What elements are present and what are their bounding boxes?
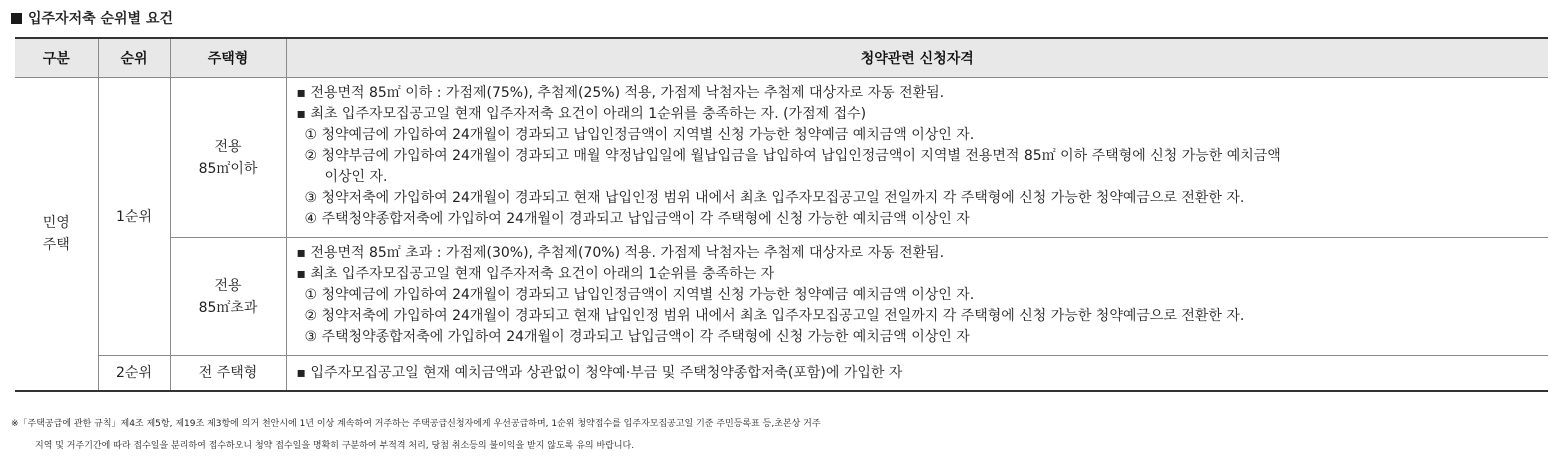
sub-item-continuation: 이상인 자. bbox=[324, 169, 388, 185]
qualification-cell bbox=[286, 238, 1548, 356]
rank2-cell: 2순위 bbox=[98, 356, 170, 392]
sub-item: ③ 주택청약종합저축에 가입하여 24개월이 경과되고 납입금액이 각 주택형에 신청 가능한 예치금액 이상인 자 bbox=[304, 329, 970, 345]
eligibility-table bbox=[15, 37, 1548, 392]
bullet-line: ▪ 입주자모집공고일 현재 예치금액과 상관없이 청약예·부금 및 주택청약종합저축(포함)에 가입한 자 bbox=[296, 364, 903, 381]
header-row bbox=[15, 38, 1548, 78]
sub-item: ① 청약예금에 가입하여 24개월이 경과되고 납입인정금액이 지역별 신청 가능한 청약예금 예치금액 이상인 자. bbox=[304, 287, 975, 303]
section-title bbox=[11, 8, 173, 28]
qualification-cell bbox=[286, 356, 1548, 392]
sub-item: ① 청약예금에 가입하여 24개월이 경과되고 납입인정금액이 지역별 신청 가능한 청약예금 예치금액 이상인 자. bbox=[304, 127, 975, 143]
bullet-line: ▪ 최초 입주자모집공고일 현재 입주자저축 요건이 아래의 1순위를 충족하는 자 bbox=[296, 266, 775, 282]
rank1-cell: 1순위 bbox=[98, 78, 170, 356]
header-qualification: 청약관련 신청자격 bbox=[286, 38, 1548, 78]
type-line: 85㎡이하 bbox=[198, 160, 258, 177]
sub-item: ② 청약저축에 가입하여 24개월이 경과되고 현재 납입인정 범위 내에서 최초 입주자모집공고일 전일까지 각 주택형에 신청 가능한 청약예금으로 전환한 자. bbox=[304, 308, 1245, 324]
header-category: 구분 bbox=[15, 38, 98, 78]
sub-item: ③ 청약저축에 가입하여 24개월이 경과되고 현재 납입인정 범위 내에서 최초 입주자모집공고일 전일까지 각 주택형에 신청 가능한 청약예금으로 전환한 자. bbox=[304, 190, 1245, 206]
bullet-line: ▪ 최초 입주자모집공고일 현재 입주자저축 요건이 아래의 1순위를 충족하는 자. (가점제 접수) bbox=[296, 106, 867, 122]
header-rank: 순위 bbox=[98, 38, 170, 78]
table-row bbox=[15, 356, 1548, 392]
sub-item: ④ 주택청약종합저축에 가입하여 24개월이 경과되고 납입금액이 각 주택형에 신청 가능한 예치금액 이상인 자 bbox=[304, 211, 970, 227]
sub-item bbox=[297, 146, 1539, 188]
type-line: 85㎡초과 bbox=[198, 299, 258, 316]
table-row bbox=[15, 78, 1548, 238]
bullet-line: ▪ 전용면적 85㎡ 이하 : 가점제(75%), 추첨제(25%) 적용, 가점제 낙첨자는 추첨제 대상자로 자동 전환됨. bbox=[296, 85, 945, 101]
sub-item-text: ② 청약부금에 가입하여 24개월이 경과되고 매월 약정납입일에 월납입금을 납입하여 납입인정금액이 지역별 전용면적 85㎡ 이하 주택형에 신청 가능한 예치금액 bbox=[304, 148, 1281, 164]
category-cell bbox=[15, 78, 98, 392]
type-line: 전용 bbox=[214, 138, 242, 155]
square-bullet-icon bbox=[11, 13, 22, 24]
footnote-line: 지역 및 거주기간에 따라 접수일을 분리하여 접수하오니 청약 접수일을 명확히 구분하여 부적격 처리, 당첨 취소등의 불이익을 받지 않도록 유의 바랍니다. bbox=[35, 441, 635, 451]
qualification-cell bbox=[286, 78, 1548, 238]
category-line: 주택 bbox=[42, 237, 70, 253]
footnote-line: ※「주택공급에 관한 규칙」제4조 제5항, 제19조 제3항에 의거 천안시에 1년 이상 계속하여 거주하는 주택공급신청자에게 우선공급하며, 1순위 청약접수를 입주자모집공고일 기준 주민등록표 등,초본상 거주 bbox=[11, 419, 821, 429]
category-line: 민영 bbox=[42, 215, 70, 231]
type-line: 전용 bbox=[214, 277, 242, 294]
type-cell bbox=[170, 238, 286, 356]
type-cell bbox=[170, 78, 286, 238]
bullet-line: ▪ 전용면적 85㎡ 초과 : 가점제(30%), 추첨제(70%) 적용. 가점제 낙첨자는 추첨제 대상자로 자동 전환됨. bbox=[296, 245, 945, 261]
table-row bbox=[15, 238, 1548, 356]
section-title-text: 입주자저축 순위별 요건 bbox=[28, 11, 173, 27]
type-cell: 전 주택형 bbox=[170, 356, 286, 392]
footnote bbox=[11, 413, 1551, 457]
header-housing-type: 주택형 bbox=[170, 38, 286, 78]
